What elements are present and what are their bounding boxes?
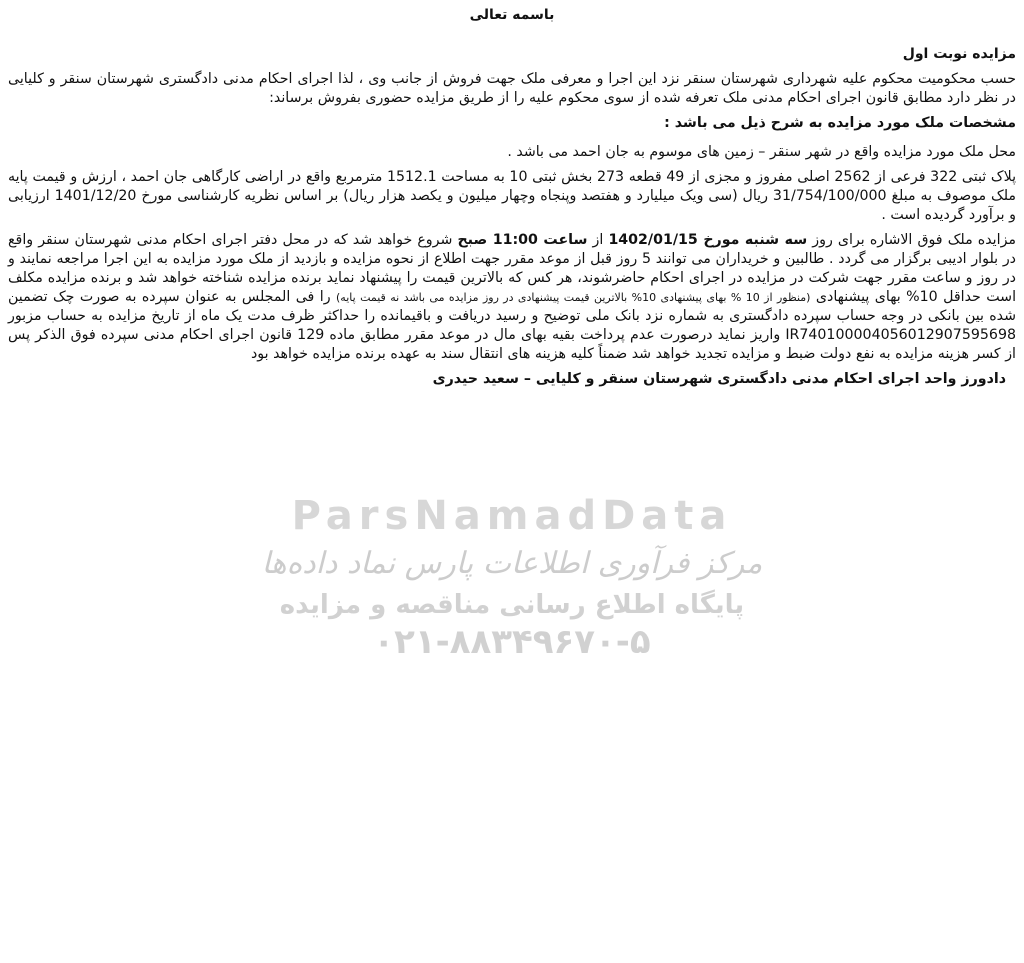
watermark-portal: پایگاه اطلاع رسانی مناقصه و مزایده [279, 590, 745, 620]
auction-text-3: شروع خواهد شد که در محل دفتر اجرای احکام مدنی شهرستان سنقر واقع در بلوار ادیبی برگزار می گردد . طالبین و خریداران می توانند 5 روز قبل از موعد مقرر جهت اطلاع از نحوه مزایده و بازدید از ملک مورد مزایده به این اجرا مراجعه نمایند و در روز و ساعت مقرر جهت شرکت در مزایده در اجرای احکام حاضرشوند، هر کس که بالاترین قیمت را پیشنهاد نماید برنده مزایده شناخته خواهد شد و برنده مزایده مکلف است حداقل 10% بهای پیشنهادی [8, 232, 1017, 305]
auction-text-1: مزایده ملک فوق الاشاره برای روز [807, 232, 1016, 248]
auction-text-4: را فی المجلس به عنوان سپرده به صورت چک تضمین شده بین بانکی در وجه حساب سپرده دادگستری به شماره نزد بانک ملی توضیح و رسید دریافت و باقیمانده را حداکثر ظرف مدت یک ماه از تاریخ مزایده به حساب مزبور IR740100004056012907595698 واریز نماید درصورت عدم پرداخت بقیه بهای مال در موعد مقرر مطابق ماده 129 قانون اجرای احکام مدنی سپرده فوق الذکر پس از کسر هزینه مزایده به نفع دولت ضبط و مزایده تجدید خواهد شد ضمناً کلیه هزینه های انتقال سند به عهده برنده مزایده خواهد بود [8, 289, 1016, 362]
location-paragraph: محل ملک مورد مزایده واقع در شهر سنقر – زمین های موسوم به جان احمد می باشد . [507, 144, 1016, 160]
notice-subtitle: مزایده نوبت اول [902, 46, 1016, 62]
auction-time: ساعت 11:00 صبح [457, 232, 588, 248]
section-title: مشخصات ملک مورد مزایده به شرح ذیل می باشد : [664, 115, 1016, 131]
notice-document [8, 6, 1016, 389]
watermark-latin: ParsNamadData [291, 493, 733, 539]
auction-small-note: (منظور از 10 % بهای پیشنهادی 10% بالاترین قیمت پیشنهادی در روز مزایده می باشد نه قیمت پایه) [336, 291, 811, 304]
heading: باسمه تعالی [469, 7, 555, 23]
watermark-script: مرکز فرآوری اطلاعات پارس نماد داده‌ها [261, 546, 763, 581]
watermark-phone: ۰۲۱-۸۸۳۴۹۶۷۰-۵ [373, 622, 651, 662]
intro-paragraph: حسب محکومیت محکوم علیه شهرداری شهرستان سنقر نزد این اجرا و معرفی ملک جهت فروش از جانب وی ، لذا اجرای احکام مدنی دادگستری شهرستان سنقر و کلیایی در نظر دارد مطابق قانون اجرای احکام مدنی ملک تعرفه شده از سوی محکوم علیه را از طریق مزایده حضوری بفروش برساند: [8, 71, 1016, 106]
plaque-paragraph: پلاک ثبتی 322 فرعی از 2562 اصلی مفروز و مجزی از 49 قطعه 273 بخش ثبتی 10 به مساحت 1512.1 مترمربع واقع در اراضی کارگاهی جان احمد ، ارزش و قیمت پایه ملک موصوف به مبلغ 31/754/100/000 ریال (سی ویک میلیارد و هفتصد وپنجاه وچهار میلیون و یکصد هزار ریال) بر اساس نظریه کارشناسی مورخ 1401/12/20 ارزیابی و برآورد گردیده است . [8, 169, 1017, 223]
auction-paragraph [8, 231, 1016, 364]
signature-line: دادورز واحد اجرای احکام مدنی دادگستری شهرستان سنقر و کلیایی – سعید حیدری [432, 371, 1006, 387]
auction-text-2: از [587, 232, 609, 248]
auction-day-date: سه شنبه مورخ 1402/01/15 [608, 232, 808, 248]
